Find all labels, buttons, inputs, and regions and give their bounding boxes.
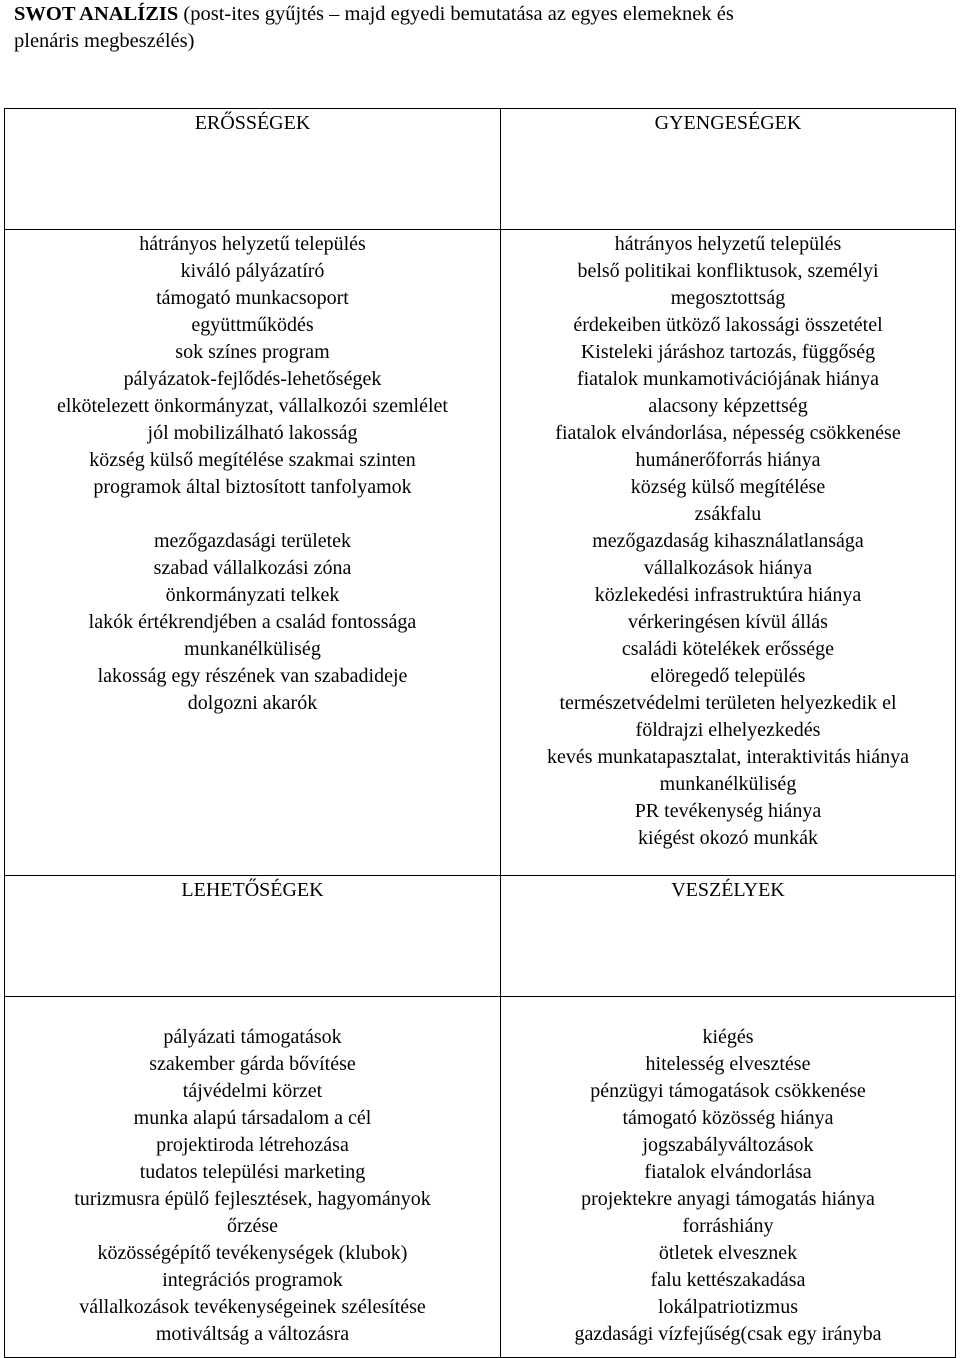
weaknesses-item: vérkeringésen kívül állás: [628, 611, 828, 633]
weaknesses-item: elöregedő település: [650, 665, 806, 687]
weaknesses-item: zsákfalu: [694, 503, 762, 525]
opportunities-item: közösségépítő tevékenységek (klubok): [97, 1242, 408, 1264]
threats-item: gazdasági vízfejűség(csak egy irányba: [574, 1323, 882, 1345]
strengths-item: együttműködés: [191, 314, 314, 336]
strengths-item: programok által biztosított tanfolyamok: [93, 476, 412, 498]
weaknesses-item: belső politikai konfliktusok, személyi: [577, 260, 879, 282]
strengths-item: támogató munkacsoport: [156, 287, 349, 309]
opportunities-item: motiváltság a változásra: [155, 1323, 350, 1345]
weaknesses-item: fiatalok elvándorlása, népesség csökkenése: [555, 422, 901, 444]
strengths-cell: [5, 230, 501, 876]
strengths-item: szabad vállalkozási zóna: [153, 557, 352, 579]
weaknesses-item: kevés munkatapasztalat, interaktivitás hiánya: [546, 746, 910, 768]
opportunities-item: tájvédelmi körzet: [182, 1080, 323, 1102]
weaknesses-item: megosztottság: [670, 287, 786, 309]
threats-item: kiégés: [702, 1026, 754, 1048]
strengths-item: dolgozni akarók: [187, 692, 318, 714]
threats-item: projektekre anyagi támogatás hiánya: [581, 1188, 875, 1210]
blank-line: [5, 501, 500, 528]
opportunities-cell: [5, 997, 501, 1358]
title-bold: SWOT ANALÍZIS: [14, 3, 179, 25]
strengths-item: lakosság egy részének van szabadideje: [97, 665, 408, 687]
weaknesses-item: humánerőforrás hiánya: [635, 449, 821, 471]
opportunities-item: projektiroda létrehozása: [156, 1134, 349, 1156]
strengths-item: elkötelezett önkormányzat, vállalkozói szemlélet: [57, 395, 448, 417]
title-rest: (post-ites gyűjtés – majd egyedi bemutatása az egyes elemeknek és: [178, 3, 734, 25]
weaknesses-item: fiatalok munkamotivációjának hiánya: [576, 368, 880, 390]
threats-item: pénzügyi támogatások csökkenése: [590, 1080, 866, 1102]
threats-cell: [501, 997, 956, 1358]
strengths-item: kiváló pályázatíró: [180, 260, 325, 282]
strengths-item: mezőgazdasági területek: [153, 530, 352, 552]
threats-header: VESZÉLYEK: [671, 879, 785, 901]
weaknesses-item: vállalkozások hiánya: [643, 557, 813, 579]
swot-table: [4, 108, 956, 1358]
strengths-item: sok színes program: [175, 341, 330, 363]
strengths-list: [5, 230, 500, 717]
threats-item: forráshiány: [682, 1215, 774, 1237]
threats-item: ötletek elvesznek: [658, 1242, 798, 1264]
weaknesses-item: földrajzi elhelyezkedés: [635, 719, 821, 741]
weaknesses-header-cell: [501, 109, 956, 230]
weaknesses-item: Kisteleki járáshoz tartozás, függőség: [580, 341, 876, 363]
weaknesses-item: kiégést okozó munkák: [638, 827, 818, 849]
weaknesses-item: hátrányos helyzetű település: [614, 233, 842, 255]
opportunities-item: integrációs programok: [162, 1269, 343, 1291]
header-row-top: [5, 109, 956, 230]
weaknesses-item: község külső megítélése: [630, 476, 826, 498]
body-row-top: [5, 230, 956, 876]
document-title: [14, 1, 914, 55]
header-row-bottom: [5, 876, 956, 997]
threats-item: támogató közösség hiánya: [622, 1107, 834, 1129]
weaknesses-header: GYENGESÉGEK: [654, 112, 802, 134]
opportunities-item: őrzése: [226, 1215, 279, 1237]
threats-item: hitelesség elvesztése: [645, 1053, 811, 1075]
threats-item: fiatalok elvándorlása: [644, 1161, 812, 1183]
opportunities-item: munka alapú társadalom a cél: [133, 1107, 372, 1129]
strengths-item: munkanélküliség: [184, 638, 321, 660]
opportunities-item: vállalkozások tevékenységeinek szélesítése: [79, 1296, 426, 1318]
opportunities-item: turizmusra épülő fejlesztések, hagyományok: [74, 1188, 431, 1210]
weaknesses-item: érdekeiben ütköző lakossági összetétel: [573, 314, 883, 336]
weaknesses-item: PR tevékenység hiánya: [634, 800, 822, 822]
weaknesses-item: alacsony képzettség: [648, 395, 808, 417]
threats-item: lokálpatriotizmus: [658, 1296, 798, 1318]
weaknesses-list: [501, 230, 955, 852]
weaknesses-item: közlekedési infrastruktúra hiánya: [594, 584, 862, 606]
strengths-item: község külső megítélése szakmai szinten: [89, 449, 416, 471]
threats-item: falu kettészakadása: [650, 1269, 806, 1291]
strengths-item: pályázatok-fejlődés-lehetőségek: [123, 368, 382, 390]
strengths-item: lakók értékrendjében a család fontossága: [88, 611, 417, 633]
weaknesses-item: természetvédelmi területen helyezkedik el: [559, 692, 897, 714]
opportunities-item: szakember gárda bővítése: [149, 1053, 356, 1075]
body-row-bottom: [5, 997, 956, 1358]
threats-header-cell: [501, 876, 956, 997]
strengths-item: önkormányzati telkek: [165, 584, 340, 606]
threats-list: [501, 997, 955, 1348]
strengths-header-cell: [5, 109, 501, 230]
weaknesses-cell: [501, 230, 956, 876]
opportunities-header: LEHETŐSÉGEK: [181, 879, 324, 901]
opportunities-header-cell: [5, 876, 501, 997]
weaknesses-item: mezőgazdaság kihasználatlansága: [592, 530, 864, 552]
opportunities-list: [5, 997, 500, 1348]
weaknesses-item: munkanélküliség: [659, 773, 797, 795]
strengths-item: hátrányos helyzetű település: [139, 233, 366, 255]
threats-item: jogszabályváltozások: [642, 1134, 814, 1156]
strengths-header: ERŐSSÉGEK: [194, 112, 311, 134]
opportunities-item: tudatos települési marketing: [139, 1161, 366, 1183]
strengths-item: jól mobilizálható lakosság: [147, 422, 358, 444]
title-line2: plenáris megbeszélés): [14, 30, 195, 52]
weaknesses-item: családi kötelékek erőssége: [621, 638, 835, 660]
opportunities-item: pályázati támogatások: [163, 1026, 342, 1048]
